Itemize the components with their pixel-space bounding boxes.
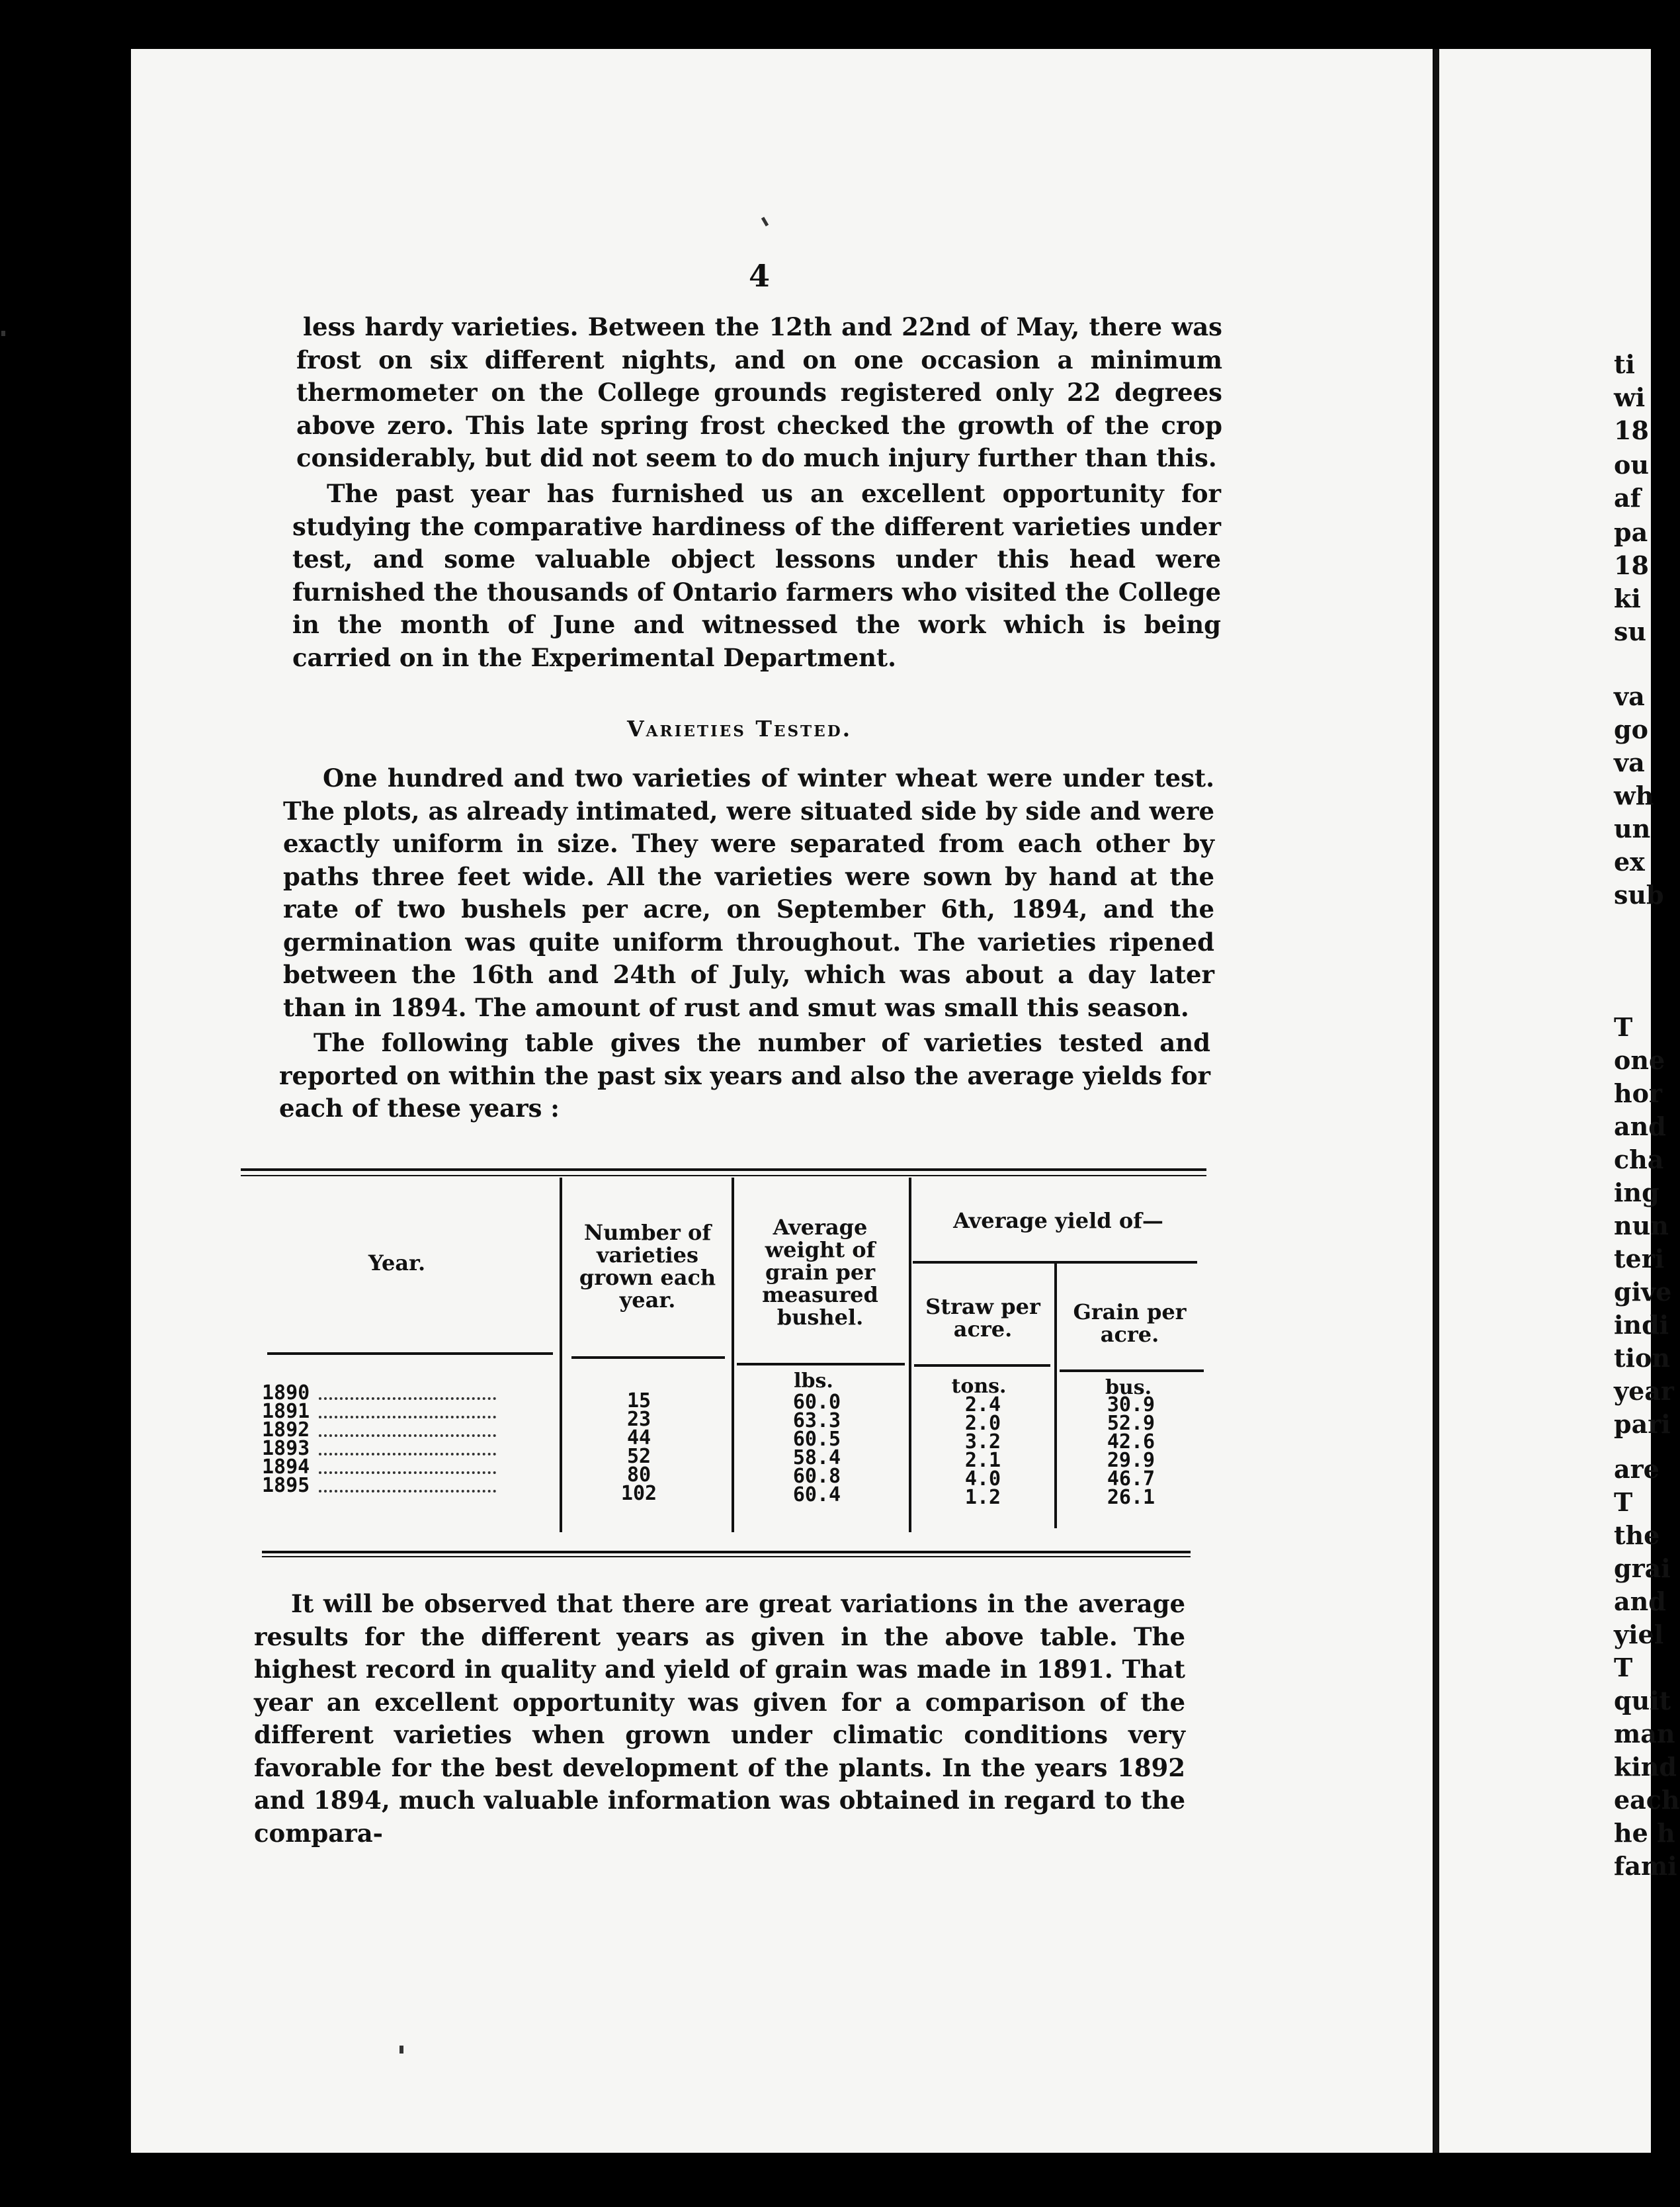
facing-page-fragment: 18 (1614, 415, 1649, 445)
header-varieties: Number of varieties grown each year. (579, 1220, 716, 1313)
facing-page-fragment: give (1614, 1277, 1672, 1307)
table-bottom-rule (262, 1551, 1191, 1553)
cell-grain: 30.9 (1107, 1393, 1155, 1416)
cell-weight: 60.5 (792, 1428, 841, 1451)
facing-page-fragment: year (1614, 1376, 1674, 1406)
yield-subheader-rule (913, 1261, 1197, 1264)
cell-grain: 42.6 (1107, 1430, 1155, 1453)
year-column (262, 1381, 553, 1497)
paragraph-hardiness: The past year has furnished us an excellent opportunity for studying the comparative hardiness of the different varieties under test, and some valuable object lessons under this head were furnished the thousands of Ontario farmers who visited the College in the month of June and witnessed the work which is being carried on in the Experimental Department. (292, 479, 1221, 672)
cell-straw: 2.0 (964, 1412, 1001, 1435)
facing-page-fragment: grai (1614, 1553, 1671, 1583)
column-divider (909, 1178, 911, 1532)
cell-weight: 60.0 (792, 1391, 841, 1414)
facing-page-fragment: pari (1614, 1409, 1671, 1439)
cell-grain: 52.9 (1107, 1412, 1155, 1435)
facing-page-fragment: one (1614, 1045, 1665, 1075)
grain-column (1091, 1393, 1171, 1509)
print-speck (1, 331, 5, 336)
header-bottom-rule (267, 1352, 553, 1355)
cell-varieties: 23 (626, 1408, 651, 1431)
facing-page-fragment: pa (1614, 517, 1648, 547)
cell-varieties: 52 (626, 1445, 651, 1468)
facing-page-fragment: hor (1614, 1078, 1662, 1108)
cell-year: 1891 (262, 1400, 310, 1423)
facing-page-fragment: indi (1614, 1310, 1669, 1340)
facing-page-fragment: ti (1614, 349, 1635, 379)
column-divider (1054, 1264, 1057, 1528)
facing-page-fragment: ing (1614, 1178, 1659, 1207)
cell-grain: 46.7 (1107, 1467, 1155, 1491)
facing-page-fragment: he h (1614, 1818, 1675, 1848)
column-divider (732, 1178, 734, 1532)
cell-weight: 63.3 (792, 1409, 841, 1432)
facing-page-fragment: are (1614, 1454, 1659, 1484)
unit-grain: bus. (1105, 1376, 1152, 1399)
table-row (262, 1474, 553, 1497)
header-year: Year. (368, 1250, 426, 1276)
facing-page-fragment: the (1614, 1520, 1660, 1550)
cell-grain: 29.9 (1107, 1449, 1155, 1472)
paragraph-table-intro: The following table gives the number of varieties tested and reported on within the past six years and also the average yields for each of these years : (279, 1028, 1210, 1123)
table-bottom-rule-thin (262, 1556, 1191, 1557)
cell-straw: 3.2 (964, 1430, 1001, 1453)
facing-page-fragment: cha (1614, 1145, 1664, 1174)
cell-year: 1894 (262, 1455, 310, 1479)
facing-page-fragment: va (1614, 748, 1645, 777)
facing-page-fragment: af (1614, 483, 1641, 513)
facing-page-fragment: 18 (1614, 550, 1649, 580)
header-straw: Straw per acre. (925, 1294, 1040, 1342)
header-bottom-rule (914, 1364, 1050, 1367)
cell-weight: 60.4 (792, 1483, 841, 1506)
paragraph-frost: less hardy varieties. Between the 12th and 22nd of May, there was frost on six different nights, and on one occasion a minimum thermometer on the College grounds registered only 22 degrees above zero. This late spring frost checked the growth of the crop considerably, but did not seem to do much injury further than this. (296, 312, 1222, 472)
cell-varieties: 102 (620, 1482, 657, 1505)
header-bottom-rule (571, 1356, 725, 1359)
table-top-rule-thin (241, 1175, 1206, 1176)
cell-year: 1890 (262, 1381, 310, 1405)
facing-page-fragment: yiel (1614, 1620, 1664, 1649)
facing-page-fragment: wh (1614, 781, 1654, 810)
facing-page-fragment: T (1614, 1012, 1633, 1042)
weight-column (774, 1393, 860, 1504)
facing-page-fragment: va (1614, 681, 1645, 711)
facing-page-fragment: tion (1614, 1343, 1670, 1373)
cell-year: 1893 (262, 1437, 310, 1460)
cell-year: 1895 (262, 1474, 310, 1497)
cell-varieties: 15 (626, 1389, 651, 1412)
paragraph-varieties: One hundred and two varieties of winter wheat were under test. The plots, as already intimated, were situated side by side and were exactly uniform in size. They were separated from each other by paths three feet wide. All the varieties were sown by hand at the rate of two bushels per acre, on September 6th, 1894, and the germination was quite uniform throughout. The varieties ripened between the 16th and 24th of July, which was about a day later than in 1894. The amount of rust and smut was small this season. (283, 763, 1214, 1022)
facing-page-fragment: man (1614, 1719, 1675, 1749)
facing-page-fragment: ex (1614, 847, 1645, 877)
cell-year: 1892 (262, 1418, 310, 1442)
cell-varieties: 44 (626, 1426, 651, 1450)
facing-page-fragment: nun (1614, 1211, 1669, 1240)
facing-page-fragment: un (1614, 814, 1651, 844)
facing-page-fragment: quit (1614, 1686, 1671, 1715)
varieties-column (593, 1389, 685, 1505)
facing-page-fragment: and (1614, 1586, 1666, 1616)
cell-straw: 2.1 (964, 1449, 1001, 1472)
unit-straw: tons. (951, 1375, 1007, 1398)
facing-page-fragment: su (1614, 617, 1647, 646)
facing-page-fragment: kind (1614, 1752, 1677, 1782)
facing-page-fragment: teri (1614, 1244, 1665, 1274)
facing-page-fragment: wi (1614, 382, 1646, 412)
facing-page-fragment: sub (1614, 880, 1664, 910)
header-bottom-rule (1060, 1369, 1204, 1372)
header-grain: Grain per acre. (1073, 1299, 1187, 1347)
column-divider (560, 1178, 562, 1532)
paragraph-observations: It will be observed that there are great variations in the average results for the different years as given in the above table. The highest record in quality and yield of grain was made in 1891. That year an excellent opportunity was given for a comparison of the different varieties when grown under climatic conditions very favorable for the best development of the plants. In the years 1892 and 1894, much valuable information was obtained in regard to the compara- (254, 1589, 1185, 1848)
section-heading: Varieties Tested. (627, 716, 853, 742)
header-weight: Average weight of grain per measured bushel. (762, 1215, 878, 1330)
cell-grain: 26.1 (1107, 1486, 1155, 1509)
cell-weight: 58.4 (792, 1446, 841, 1469)
header-average-yield: Average yield of— (953, 1208, 1163, 1233)
cell-straw: 4.0 (964, 1467, 1001, 1491)
table-top-rule (241, 1168, 1206, 1171)
cell-weight: 60.8 (792, 1465, 841, 1488)
header-bottom-rule (737, 1363, 905, 1365)
cell-varieties: 80 (626, 1463, 651, 1487)
facing-page-fragment: ki (1614, 584, 1641, 613)
facing-page-fragment: T (1614, 1653, 1633, 1682)
straw-column (943, 1393, 1023, 1509)
cell-straw: 2.4 (964, 1393, 1001, 1416)
facing-page-fragment: T (1614, 1487, 1633, 1517)
facing-page-fragment: fami (1614, 1851, 1677, 1881)
facing-page-fragment: go (1614, 714, 1648, 744)
unit-weight: lbs. (794, 1369, 833, 1393)
facing-page-fragment: each (1614, 1785, 1680, 1815)
page-number: 4 (749, 258, 771, 294)
cell-straw: 1.2 (964, 1486, 1001, 1509)
facing-page-fragment: and (1614, 1111, 1666, 1141)
facing-page-fragment: ou (1614, 450, 1649, 480)
print-speck (399, 2046, 403, 2054)
